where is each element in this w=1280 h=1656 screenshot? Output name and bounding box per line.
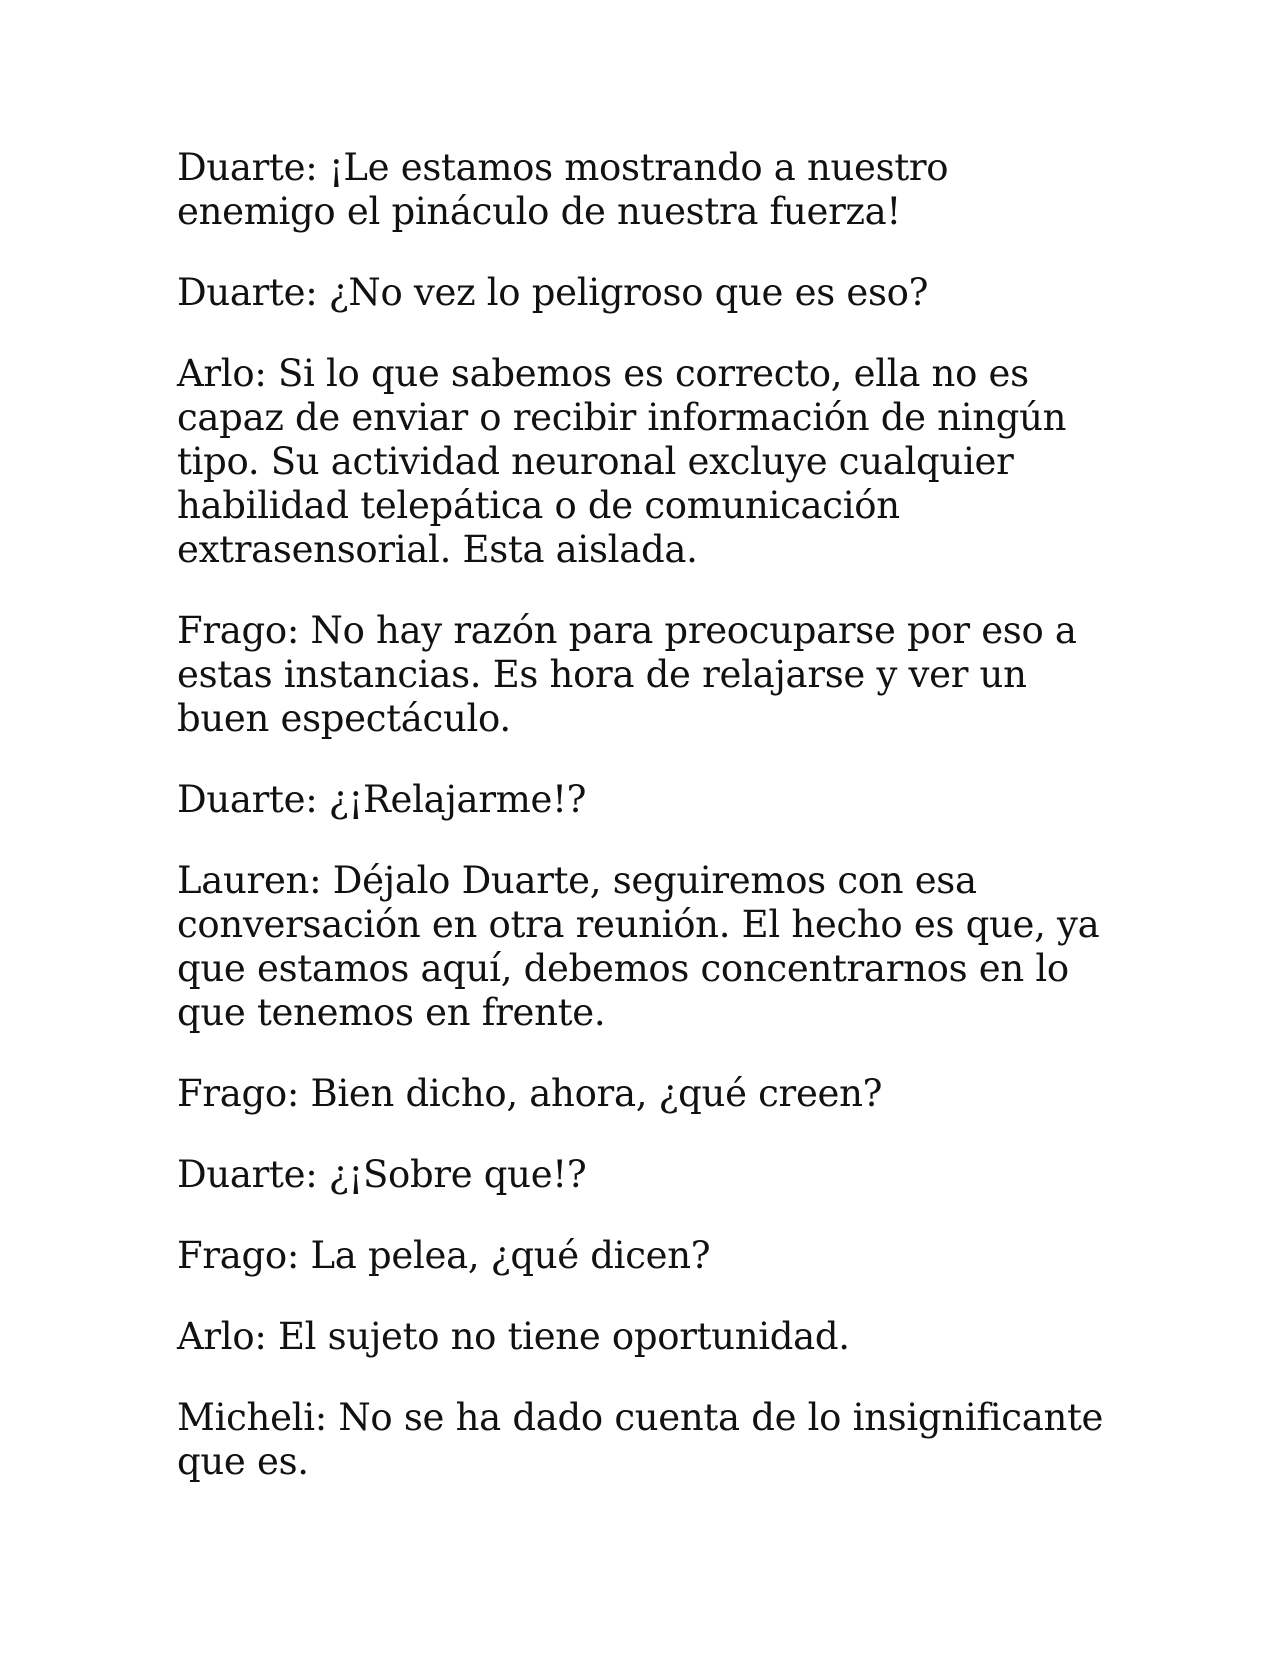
dialogue-line-micheli-1: Micheli: No se ha dado cuenta de lo insignificante que es. xyxy=(177,1396,1104,1483)
dialogue-line-frago-1: Frago: No hay razón para preocuparse por eso a estas instancias. Es hora de relajarse y ver un buen espectáculo. xyxy=(177,609,1077,740)
document-page xyxy=(177,146,1107,1521)
dialogue-line-arlo-1: Arlo: Si lo que sabemos es correcto, ella no es capaz de enviar o recibir información de ningún tipo. Su actividad neuronal excluye cualquier habilidad telepática o de comunicación extrasensorial. Esta aislada. xyxy=(177,352,1067,571)
dialogue-line-duarte-4: Duarte: ¿¡Sobre que!? xyxy=(177,1153,587,1196)
dialogue-line-duarte-1: Duarte: ¡Le estamos mostrando a nuestro enemigo el pináculo de nuestra fuerza! xyxy=(177,146,949,233)
dialogue-line-duarte-2: Duarte: ¿No vez lo peligroso que es eso? xyxy=(177,271,929,314)
dialogue-line-arlo-2: Arlo: El sujeto no tiene oportunidad. xyxy=(177,1315,850,1358)
dialogue-line-duarte-3: Duarte: ¿¡Relajarme!? xyxy=(177,778,587,821)
dialogue-line-frago-2: Frago: Bien dicho, ahora, ¿qué creen? xyxy=(177,1072,883,1115)
dialogue-line-lauren-1: Lauren: Déjalo Duarte, seguiremos con esa conversación en otra reunión. El hecho es que, ya que estamos aquí, debemos concentrarnos en lo que tenemos en frente. xyxy=(177,859,1100,1034)
dialogue-line-frago-3: Frago: La pelea, ¿qué dicen? xyxy=(177,1234,711,1277)
